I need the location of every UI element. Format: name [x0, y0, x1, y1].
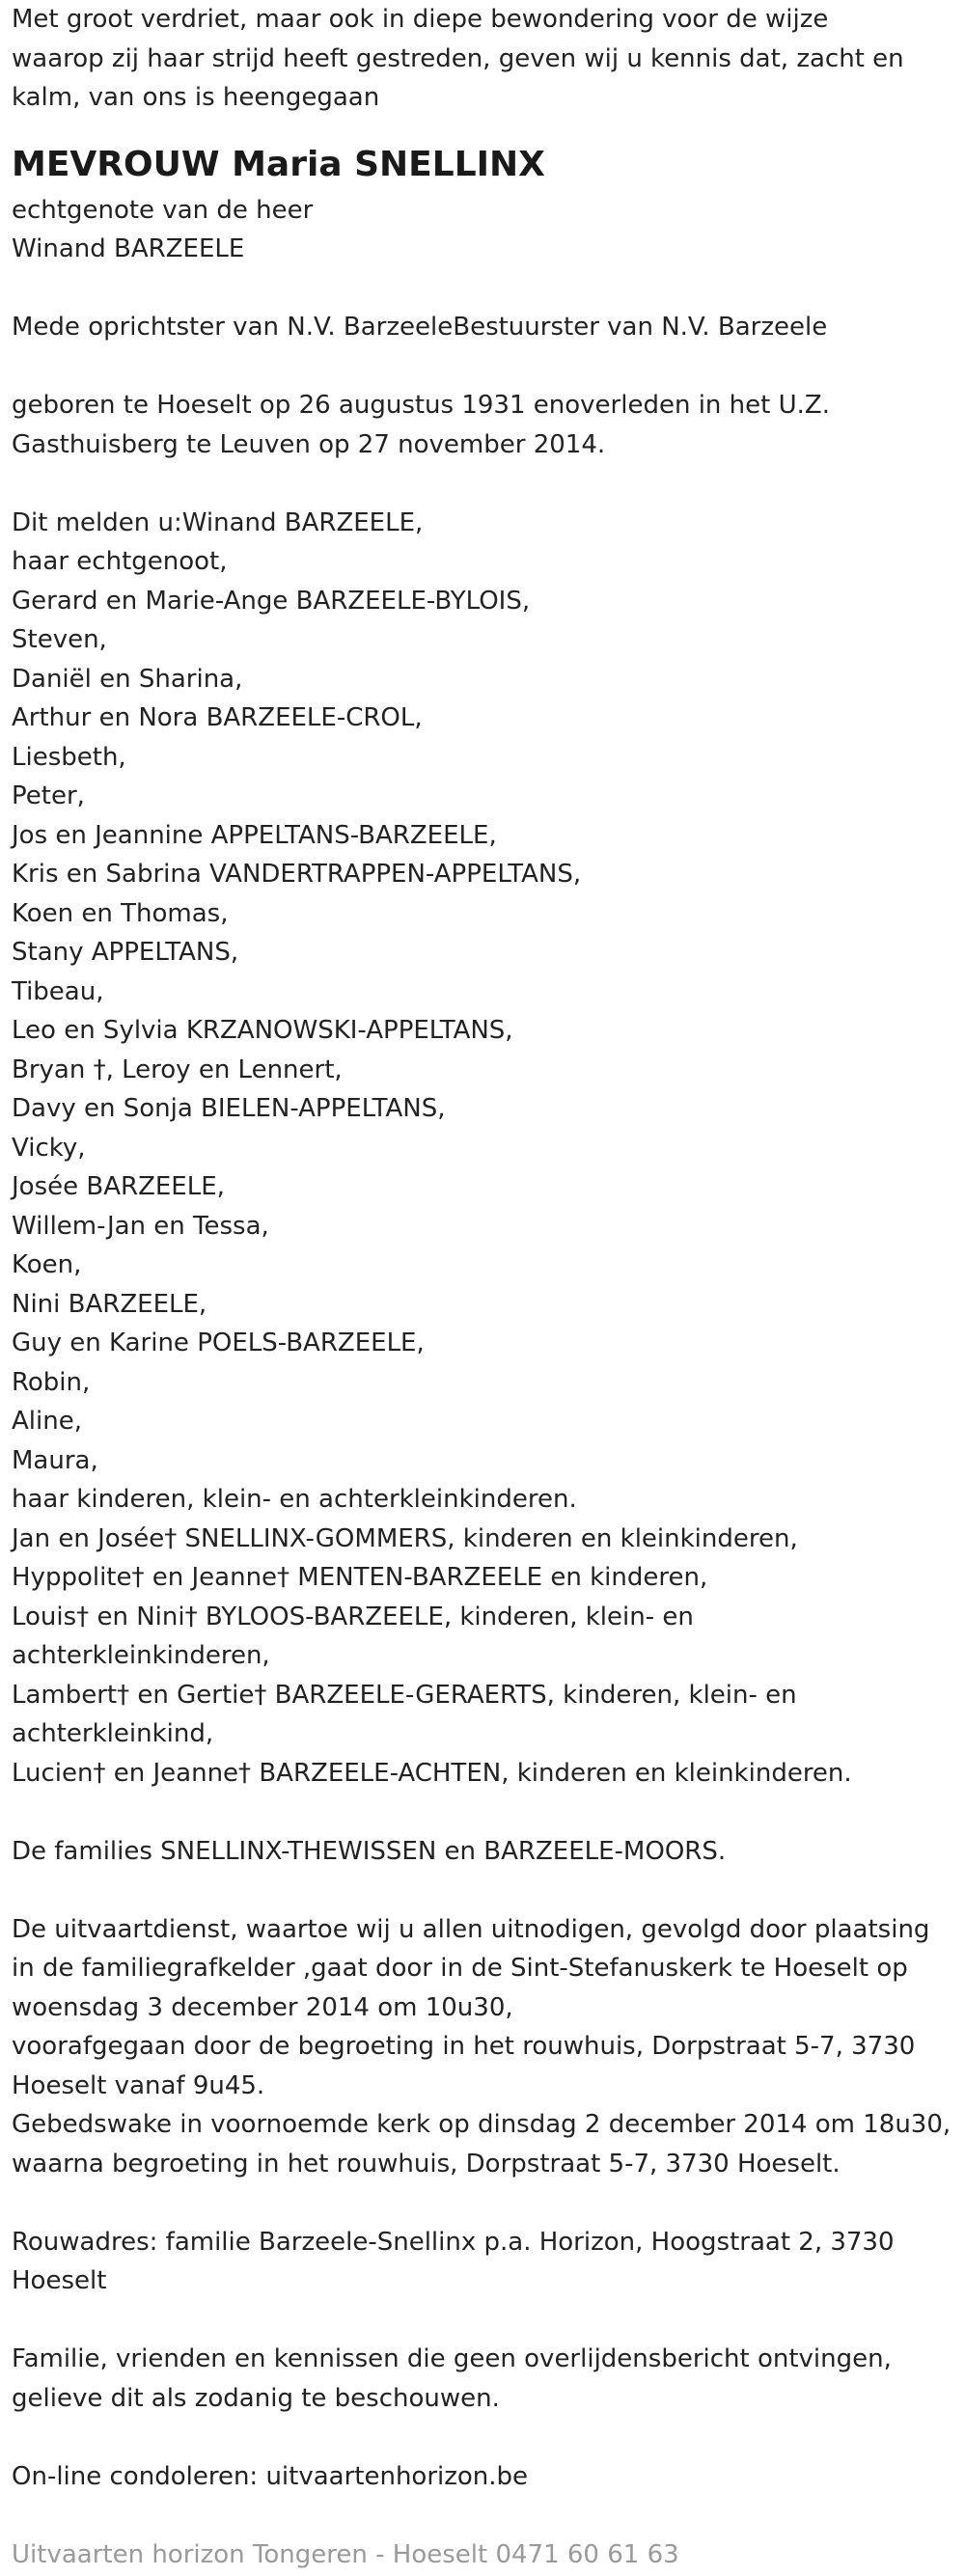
- service-line: Hoeselt vanaf 9u45.: [12, 2070, 265, 2100]
- family-line: Leo en Sylvia KRZANOWSKI-APPELTANS,: [12, 1016, 513, 1045]
- family-line: Koen,: [12, 1250, 82, 1279]
- families-line: De families SNELLINX-THEWISSEN en BARZEELE-MOORS.: [12, 1836, 727, 1866]
- family-line: Gerard en Marie-Ange BARZEELE-BYLOIS,: [12, 586, 531, 616]
- family-line: Bryan †, Leroy en Lennert,: [12, 1055, 343, 1084]
- family-line: Willem-Jan en Tessa,: [12, 1211, 269, 1241]
- family-line: Jan en Josée† SNELLINX-GOMMERS, kinderen en kleinkinderen,: [12, 1523, 798, 1553]
- family-line: haar kinderen, klein- en achterkleinkinderen.: [12, 1485, 577, 1514]
- spacer: [12, 2301, 953, 2341]
- service-line: De uitvaartdienst, waartoe wij u allen uitnodigen, gevolgd door plaatsing: [12, 1914, 930, 1944]
- service-line: woensdag 3 december 2014 om 10u30,: [12, 1992, 513, 2022]
- family-line: Dit melden u:Winand BARZEELE,: [12, 507, 424, 537]
- spacer: [12, 1793, 953, 1832]
- family-line: Vicky,: [12, 1133, 86, 1163]
- spacer: [12, 2183, 953, 2223]
- birth-death-line: Gasthuisberg te Leuven op 27 november 2014.: [12, 429, 606, 459]
- family-line: Arthur en Nora BARZEELE-CROL,: [12, 703, 423, 732]
- family-line: Nini BARZEELE,: [12, 1289, 207, 1319]
- service-line: voorafgegaan door de begroeting in het rouwhuis, Dorpstraat 5-7, 3730: [12, 2032, 916, 2061]
- service-line: Gebedswake in voornoemde kerk op dinsdag 2 december 2014 om 18u30,: [12, 2110, 951, 2139]
- intro-text: [12, 0, 953, 118]
- address-line: Hoeselt: [12, 2266, 107, 2295]
- family-line: Tibeau,: [12, 976, 104, 1006]
- family-line: Davy en Sonja BIELEN-APPELTANS,: [12, 1094, 446, 1123]
- deceased-name: MEVROUW Maria SNELLINX: [12, 144, 545, 184]
- family-line: Josée BARZEELE,: [12, 1172, 225, 1201]
- family-line: Koen en Thomas,: [12, 898, 229, 928]
- spouse-line: echtgenote van de heer: [12, 195, 314, 225]
- intro-line: kalm, van ons is heengegaan: [12, 83, 380, 112]
- spacer: [12, 347, 953, 387]
- service-line: in de familiegrafkelder ,gaat door in de Sint-Stefanuskerk te Hoeselt op: [12, 1954, 908, 1983]
- family-line: Peter,: [12, 781, 85, 810]
- address-line: Rouwadres: familie Barzeele-Snellinx p.a. Horizon, Hoogstraat 2, 3730: [12, 2227, 895, 2257]
- roles-line: Mede oprichtster van N.V. BarzeeleBestuurster van N.V. Barzeele: [12, 313, 828, 342]
- birth-death-line: geboren te Hoeselt op 26 augustus 1931 enoverleden in het U.Z.: [12, 391, 830, 420]
- family-line: Lambert† en Gertie† BARZEELE-GERAERTS, kinderen, klein- en: [12, 1680, 797, 1710]
- family-line: achterkleinkinderen,: [12, 1641, 270, 1670]
- family-line: Hyppolite† en Jeanne† MENTEN-BARZEELE en kinderen,: [12, 1563, 708, 1592]
- family-line: Daniël en Sharina,: [12, 664, 243, 694]
- family-list: [12, 504, 953, 1794]
- family-line: Guy en Karine POELS-BARZEELE,: [12, 1329, 425, 1357]
- spacer: [12, 269, 953, 309]
- notice-line: Familie, vrienden en kennissen die geen overlijdensbericht ontvingen,: [12, 2344, 892, 2373]
- notice-line: gelieve dit als zodanig te beschouwen.: [12, 2383, 500, 2413]
- family-line: Stany APPELTANS,: [12, 938, 239, 967]
- family-line: Kris en Sabrina VANDERTRAPPEN-APPELTANS,: [12, 860, 582, 889]
- family-line: Steven,: [12, 625, 107, 654]
- intro-line: Met groot verdriet, maar ook in diepe bewondering voor de wijze: [12, 5, 829, 34]
- footer-text: Uitvaarten horizon Tongeren - Hoeselt 0471 60 61 63: [12, 2540, 679, 2569]
- spacer: [12, 464, 953, 504]
- spouse-line: Winand BARZEELE: [12, 234, 245, 263]
- family-line: Maura,: [12, 1445, 98, 1475]
- spacer: [12, 2418, 953, 2457]
- family-line: achterkleinkind,: [12, 1719, 214, 1748]
- service-details: [12, 1910, 953, 2184]
- family-line: Aline,: [12, 1407, 82, 1436]
- family-line: Robin,: [12, 1367, 91, 1397]
- family-line: Lucien† en Jeanne† BARZEELE-ACHTEN, kinderen en kleinkinderen.: [12, 1758, 852, 1788]
- family-line: Liesbeth,: [12, 742, 126, 772]
- service-line: waarna begroeting in het rouwhuis, Dorpstraat 5-7, 3730 Hoeselt.: [12, 2149, 841, 2179]
- family-line: haar echtgenoot,: [12, 547, 228, 576]
- family-line: Louis† en Nini† BYLOOS-BARZEELE, kinderen, klein- en: [12, 1602, 694, 1631]
- condolence-line: On-line condoleren: uitvaartenhorizon.be: [12, 2461, 529, 2491]
- intro-line: waarop zij haar strijd heeft gestreden, geven wij u kennis dat, zacht en: [12, 43, 904, 73]
- spacer: [12, 1871, 953, 1910]
- family-line: Jos en Jeannine APPELTANS-BARZEELE,: [12, 820, 497, 850]
